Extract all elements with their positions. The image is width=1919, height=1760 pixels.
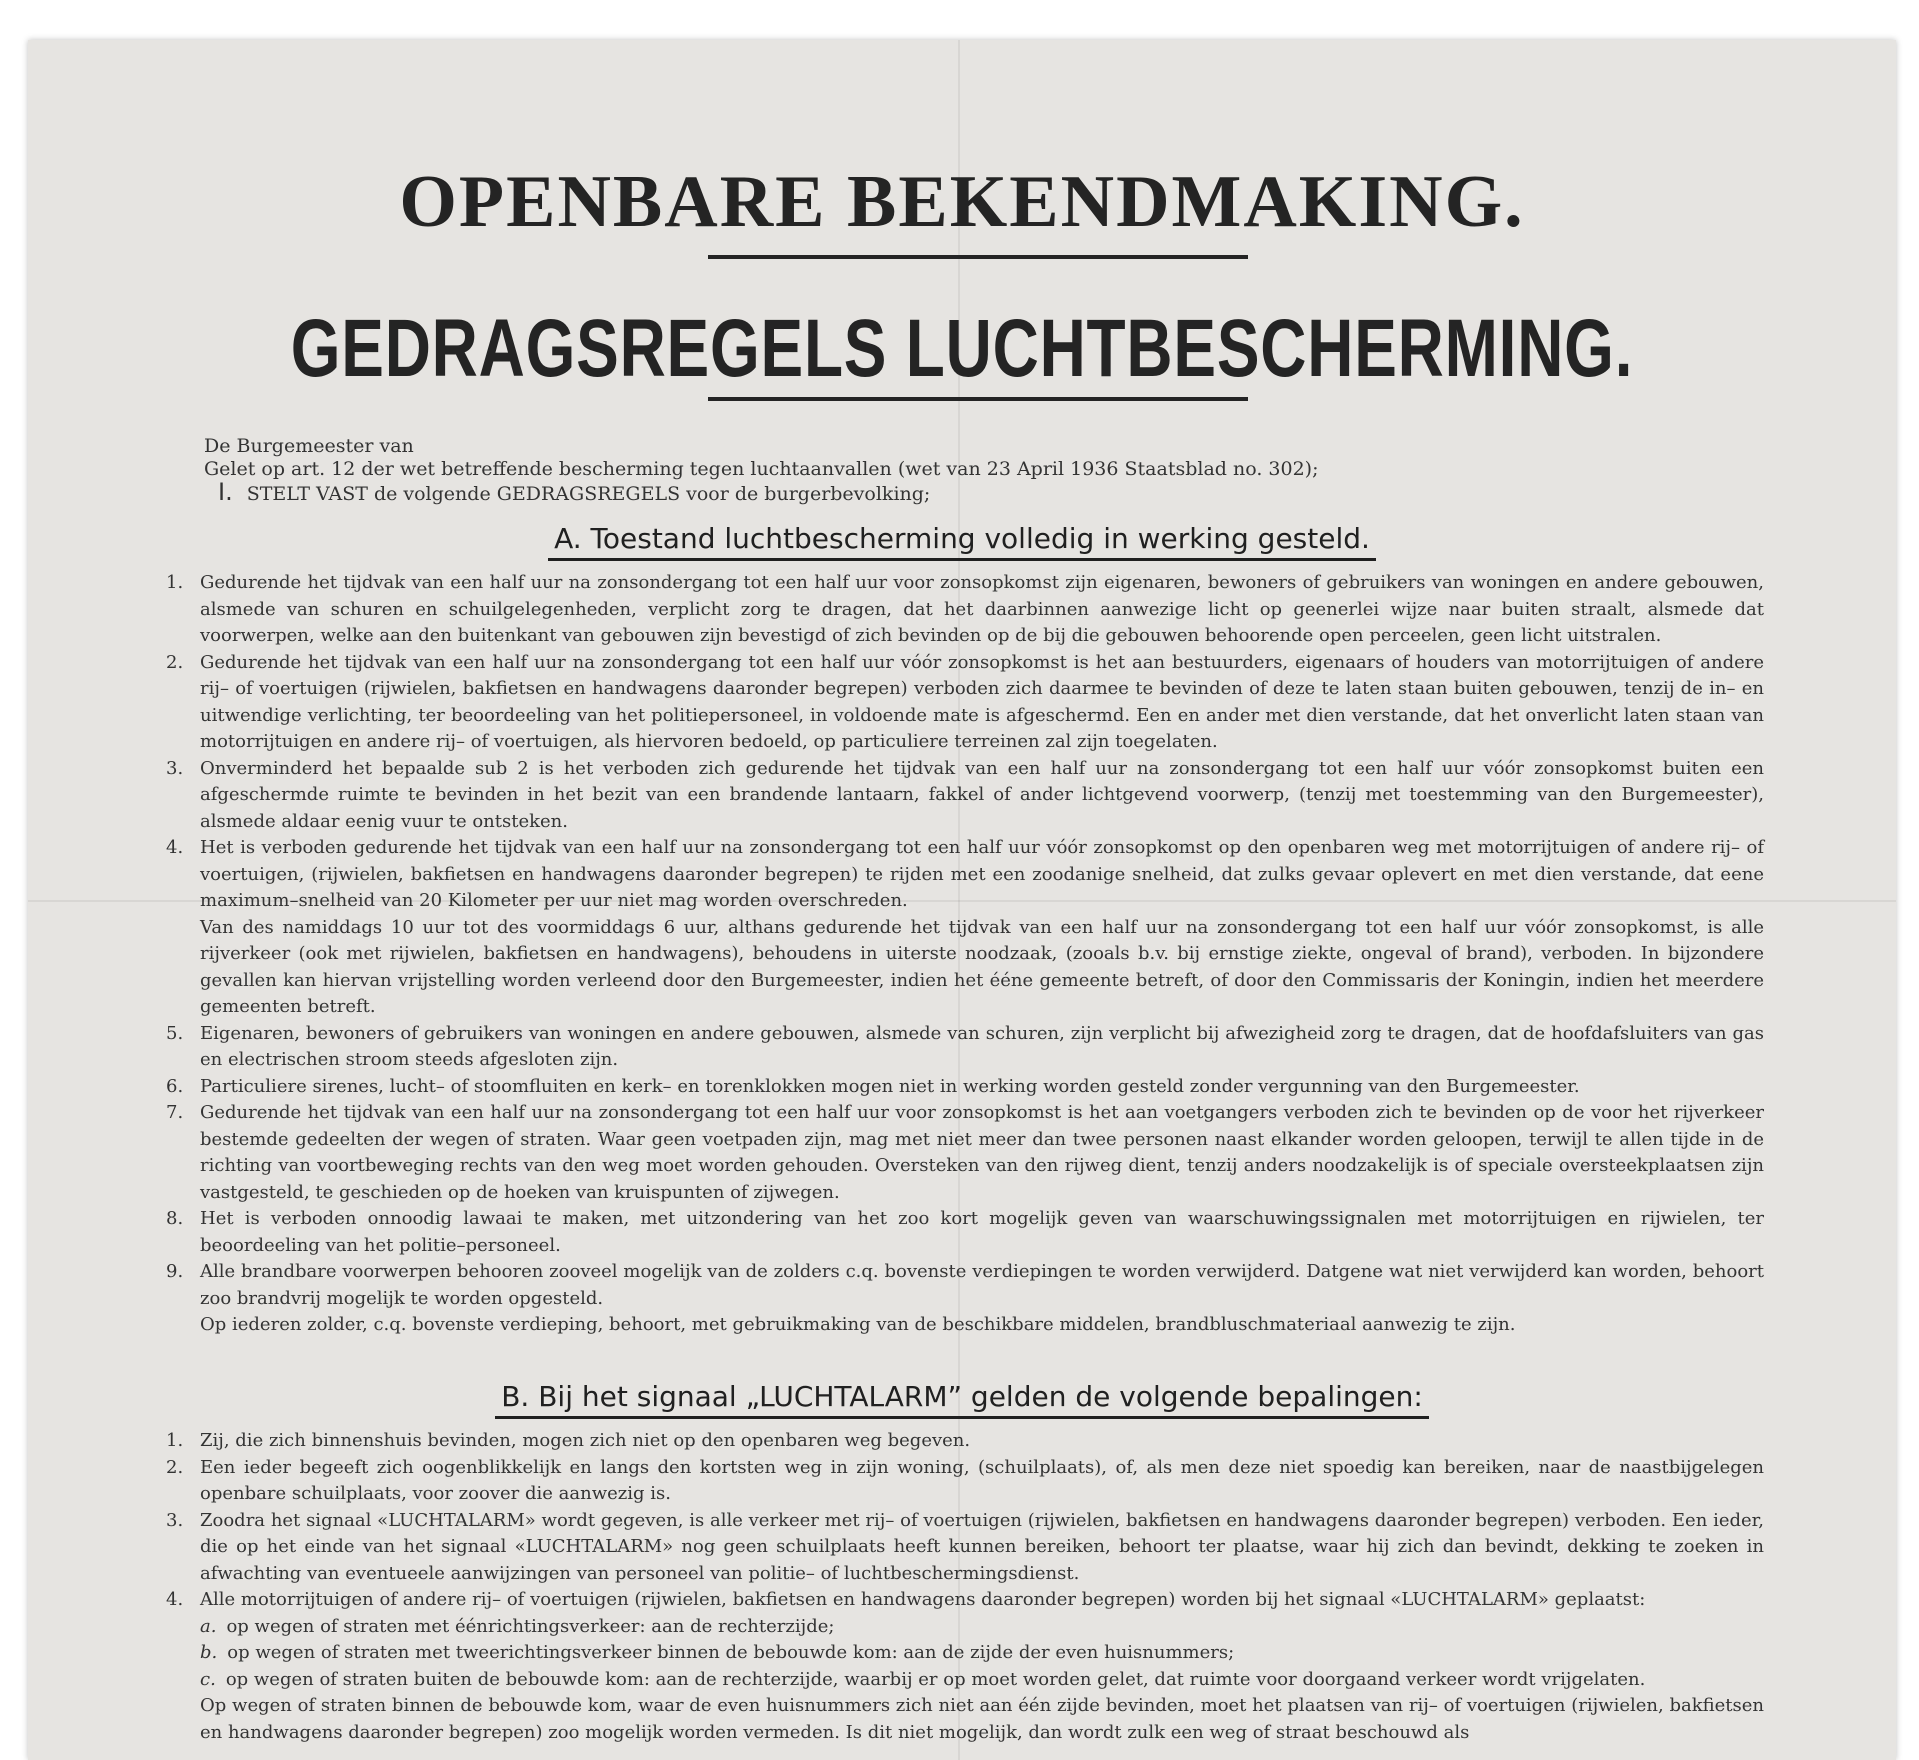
intro-line: Gelet op art. 12 der wet betreffende bescherming tegen luchtaanvallen (wet van 23 April 1936 Staatsblad no. 302); (204, 458, 1319, 480)
item-text: Gedurende het tijdvak van een half uur na zonsondergang tot een half uur voor zonsopkomst zijn eigenaren, bewoners of gebruikers van woningen en andere gebouwen, alsmede van schuren en schuilgelegenheden, verplicht zorg te dragen, dat het daarbinnen aanwezige licht op geenerlei wijze naar buiten straalt, alsmede dat voorwerpen, welke aan den buitenkant van gebouwen zijn bevestigd of zich bevinden op de bij die gebouwen behoorende open perceelen, geen licht uitstralen. (200, 572, 1764, 646)
item-number: 7. (166, 1102, 184, 1123)
item-text: Zoodra het signaal «LUCHTALARM» wordt gegeven, is alle verkeer met rij– of voertuigen (rijwielen, bakfietsen en handwagens daaronder begrepen) verboden. Een ieder, die op het einde van het signaal «LUCHTALARM» nog geen schuilplaats heeft kunnen bereiken, behoort ter plaatse, waar hij zich dan bevindt, dekking te zoeken in afwachting van eventueele aanwijzingen van personeel van politie– of luchtbeschermingsdienst. (200, 1509, 1764, 1584)
poster-subtitle: GEDRAGSREGELS LUCHTBESCHERMING. (290, 303, 1634, 394)
sub-item-letter: c. (200, 1668, 216, 1690)
item-number: 4. (166, 1589, 184, 1610)
item-text: Gedurende het tijdvak van een half uur na zonsondergang tot een half uur vóór zonsopkomst is het aan bestuurders, eigenaars of houders van motorrijtuigen of andere rij– of voertuigen (rijwielen, bakfietsen en handwagens daaronder begrepen) verboden zich daarmee te bevinden of deze te laten staan buiten gebouwen, tenzij de in– en uitwendige verlichting, ter beoordeeling van het politiepersoneel, in voldoende mate is afgeschermd. Een en ander met dien verstande, dat het onverlicht laten staan van motorrijtuigen en andere rij– of voertuigen, als hiervoren bedoeld, op particuliere terreinen zal zijn toegelaten. (200, 651, 1764, 752)
item-text: Onverminderd het bepaalde sub 2 is het verboden zich gedurende het tijdvak van een half uur na zonsondergang tot een half uur vóór zonsopkomst buiten een afgeschermde ruimte te bevinden in het bezit van een brandende lantaarn, fakkel of ander lichtgevend voorwerp, (tenzij met toestemming van den Burgemeester), alsmede aldaar eenig vuur te ontsteken. (200, 757, 1764, 832)
item-number: 9. (166, 1261, 184, 1282)
section-b-heading: B. Bij het signaal „LUCHTALARM” gelden de volgende bepalingen: (28, 1380, 1896, 1413)
item-text: Een ieder begeeft zich oogenblikkelijk en langs den kortsten weg in zijn woning, (schuilplaats), of, als men deze niet spoedig kan bereiken, naar de naastbijgelegen openbare schuilplaats, voor zoover die aanwezig is. (200, 1456, 1764, 1504)
sub-item-letter: a. (200, 1615, 217, 1637)
list-item (166, 1508, 1764, 1588)
list-item (166, 1074, 1764, 1101)
list-item (166, 1428, 1764, 1455)
list-item (166, 756, 1764, 836)
section-b-list (166, 1428, 1764, 1746)
item-text: Zij, die zich binnenshuis bevinden, mogen zich niet op den openbaren weg begeven. (200, 1430, 971, 1451)
list-item (166, 570, 1764, 650)
item-text: Eigenaren, bewoners of gebruikers van woningen en andere gebouwen, alsmede van schuren, zijn verplicht bij afwezigheid zorg te dragen, dat de hoofdafsluiters van gas en electrischen stroom steeds afgesloten zijn. (200, 1022, 1764, 1070)
item-number: 8. (166, 1208, 184, 1229)
list-item (166, 1206, 1764, 1259)
item-text: Alle brandbare voorwerpen behooren zooveel mogelijk van de zolders c.q. bovenste verdiepingen te worden verwijderd. Datgene wat niet verwijderd kan worden, behoort zoo brandvrij mogelijk te worden opgesteld. (200, 1261, 1764, 1309)
sub-item (166, 1640, 1764, 1667)
sub-item (166, 1667, 1764, 1694)
item-number: 3. (166, 757, 184, 779)
item-text: Het is verboden gedurende het tijdvak van een half uur na zonsondergang tot een half uur vóór zonsopkomst op den openbaren weg met motorrijtuigen of andere rij– of voertuigen, (rijwielen, bakfietsen en handwagens daaronder begrepen) te rijden met een zoodanige snelheid, dat zulks gevaar oplevert en met dien verstande, dat eene maximum–snelheid van 20 Kilometer per uur niet mag worden overschreden. (200, 837, 1764, 911)
item-number: 1. (166, 572, 184, 593)
item-number: 6. (166, 1075, 184, 1097)
item-number: 2. (166, 1456, 184, 1478)
sub-item-text: op wegen of straten buiten de bebouwde kom: aan de rechterzijde, waarbij er op moet worden gelet, dat ruimte voor doorgaand verkeer wordt vrijgelaten. (225, 1668, 1646, 1690)
list-item (166, 1259, 1764, 1312)
list-item (166, 1021, 1764, 1074)
item-number: 4. (166, 837, 184, 858)
list-item (166, 1100, 1764, 1206)
item-text: Het is verboden onnoodig lawaai te maken, met uitzondering van het zoo kort mogelijk geven van waarschuwingssignalen met motorrijtuigen en rijwielen, ter beoordeeling van het politie–personeel. (200, 1208, 1764, 1256)
item-text: Van des namiddags 10 uur tot des voormiddags 6 uur, althans gedurende het tijdvak van een half uur na zonsondergang tot een half uur vóór zonsopkomst, is alle rijverkeer (ook met rijwielen, bakfietsen en handwagens), behoudens in uiterste noodzaak, (zooals b.v. bij ernstige ziekte, ongeval of brand), verboden. In bijzondere gevallen kan hiervan vrijstelling worden verleend door den Burgemeester, indien het ééne gemeente betreft, of door den Commissaris der Koningin, indien het meerdere gemeenten betreft. (200, 916, 1764, 1017)
list-item (166, 1587, 1764, 1614)
decree-text: STELT VAST de volgende GEDRAGSREGELS voor de burgerbevolking; (246, 483, 931, 505)
item-number: 2. (166, 651, 184, 673)
list-item (166, 835, 1764, 915)
item-text: Gedurende het tijdvak van een half uur na zonsondergang tot een half uur voor zonsopkomst is het aan voetgangers verboden zich te bevinden op de voor het rijverkeer bestemde gedeelten der wegen of straten. Waar geen voetpaden zijn, mag met niet meer dan twee personen naast elkander worden geloopen, terwijl te allen tijde in de richting van voortbeweging rechts van den weg moet worden gehouden. Oversteken van den rijweg dient, tenzij anders noodzakelijk is of speciale oversteekplaatsen zijn vastgesteld, te geschieden op de hoeken van kruispunten of zijwegen. (200, 1102, 1764, 1203)
list-item (166, 650, 1764, 756)
list-item (166, 1312, 1764, 1339)
sub-item-letter: b. (200, 1642, 218, 1663)
item-text: Alle motorrijtuigen of andere rij– of voertuigen (rijwielen, bakfietsen en handwagens daaronder begrepen) worden bij het signaal «LUCHTALARM» geplaatst: (200, 1589, 1646, 1610)
sub-item (166, 1614, 1764, 1641)
roman-numeral: I. (218, 478, 233, 506)
intro-block (204, 435, 1704, 506)
list-item (166, 915, 1764, 1021)
section-a-heading: A. Toestand luchtbescherming volledig in werking gesteld. (28, 522, 1896, 555)
section-b-tail: Op wegen of straten binnen de bebouwde kom, waar de even huisnummers zich niet aan één zijde bevinden, moet het plaatsen van rij– of voertuigen (rijwielen, bakfietsen en handwagens daaronder begrepen) zoo mogelijk worden vermeden. Is dit niet mogelijk, dan wordt zulk een weg of straat beschouwd als (200, 1695, 1764, 1743)
item-number: 1. (166, 1430, 184, 1451)
poster-sheet (28, 40, 1896, 1760)
section-a-list (166, 570, 1764, 1339)
subtitle-underline (708, 397, 1248, 401)
sub-item-text: op wegen of straten met tweerichtingsverkeer binnen de bebouwde kom: aan de zijde der even huisnummers; (227, 1642, 1235, 1663)
item-text: Op iederen zolder, c.q. bovenste verdieping, behoort, met gebruikmaking van de beschikbare middelen, brandbluschmateriaal aanwezig te zijn. (200, 1314, 1516, 1335)
item-text: Particuliere sirenes, lucht– of stoomfluiten en kerk– en torenklokken mogen niet in werking worden gesteld zonder vergunning van den Burgemeester. (200, 1075, 1580, 1097)
intro-line: De Burgemeester van (204, 435, 414, 457)
item-number: 5. (166, 1022, 184, 1044)
intro-line-decree (204, 478, 1704, 506)
sub-item-text: op wegen of straten met éénrichtingsverkeer: aan de rechterzijde; (226, 1615, 835, 1637)
item-number: 3. (166, 1509, 184, 1531)
poster-title: OPENBARE BEKENDMAKING. (399, 161, 1525, 243)
title-underline (708, 255, 1248, 259)
list-item (166, 1455, 1764, 1508)
